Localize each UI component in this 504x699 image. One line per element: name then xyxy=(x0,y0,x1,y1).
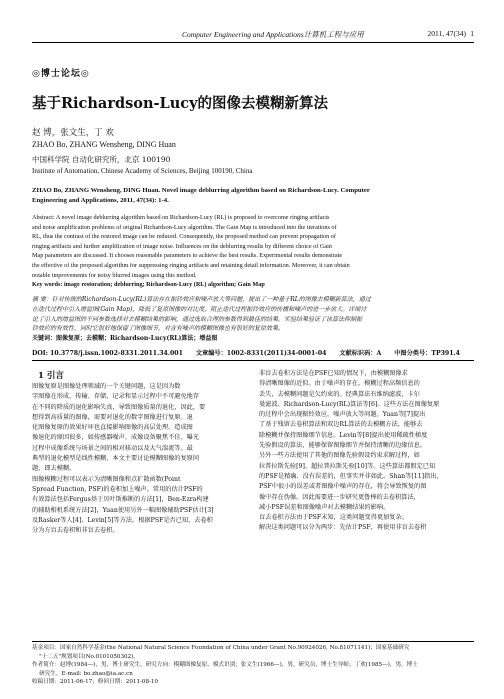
paragraph-line: 及Rasker等人[4]、Levin[5]等方法。根据PSF是否已知，去卷积 xyxy=(32,516,213,524)
paragraph-line: 化图像复原的效果好坏也直接影响图像的高层处理。造成图 xyxy=(32,424,193,432)
paragraph-line: 先验假设的算法，能够保留图像细节并保持清晰的边缘信息。 xyxy=(259,442,427,450)
paragraph-line: 典型的退化模型是线性模糊，本文主要讨论模糊图像的复原问 xyxy=(32,455,200,463)
paragraph-line: 题，即去模糊。 xyxy=(32,465,76,473)
abstract-line: the effective of the proposed algorithm for suppressing ringing artifacts and retaining detail information. Moreover, it can obtain xyxy=(32,261,350,269)
section-heading: 1 引言 xyxy=(38,371,64,381)
paragraph-line: 另外一些方法使用了其他的图像先验假设约束求解过程，如 xyxy=(259,452,420,460)
abstract-line: Map parameters are discussed. It chooses reasonable parameters to achieve the best results. Experimental results demonstrate xyxy=(32,252,343,260)
doi-line: DOI: 10.3778/j.issn.1002-8331.2011.34.001 文章编号：1002-8331(2011)34-0001-04 文献标识码：A 中图分类号：TP391.4 xyxy=(32,350,460,357)
journal-name: Computer Engineering and Applications计算机工程与应用 xyxy=(182,30,364,39)
paragraph-line: 过程中成像系统与场景之间的相对移动以及大气湍流等。最 xyxy=(32,444,193,452)
authors-cn: 赵 博，张文生，丁 欢 xyxy=(32,128,114,138)
issue-info: 2011, 47(34) xyxy=(427,29,466,38)
paragraph-line: 盲去卷积方法由于PSF未知，这类问题变得更加复杂。 xyxy=(259,514,408,522)
paragraph-line: 在不同的降质的退化影响失真，导致图像质量的退化，因此，要 xyxy=(32,403,206,411)
abstract-en xyxy=(32,213,474,290)
affiliation-cn: 中国科学院 自动化研究所，北京 100190 xyxy=(32,155,171,164)
paragraph-line: 想得到高质量的图像，需要对退化的数字图像进行复原。退 xyxy=(32,413,193,421)
abstract-line: RL, thus the contrast of the restored image can be reduced. Consequently, the proposed method can prevent propagation of xyxy=(32,233,336,241)
paragraph-line: 图像复原是图像处理领域的一个关键问题，这是因为数 xyxy=(32,383,181,390)
right-column xyxy=(259,369,474,534)
paragraph-line: 除模糊并保持图像细节信息。Levin等[8]提出使用稀疏性梯度 xyxy=(259,431,428,439)
paragraph-line: 减小PSF误差和图像噪声对去模糊结果的影响。 xyxy=(259,503,390,511)
abstract-line: notable improvements for noisy blurred images using this method. xyxy=(32,271,197,279)
paragraph-line: 得清晰图像的近似。由于噪声的存在，模糊过程高频信息的 xyxy=(259,380,420,388)
divider xyxy=(32,360,474,361)
running-header xyxy=(32,26,474,43)
left-column xyxy=(32,382,244,536)
footnote-line: 研究生。E-mail: bo.zhao@ia.ac.cn xyxy=(32,670,133,677)
paragraph-line: 曼滤波、Richardson-Lucy(RL)算法等[6]。这些方法在图像复原 xyxy=(259,400,440,408)
section-badge: ◎博士论坛◎ xyxy=(32,69,90,79)
paragraph-line: 解决这类问题可以分为两步：先估计PSF，再使用非盲去卷积 xyxy=(259,524,427,532)
abstract-cn-line: 摘 要：针对传统的Richardson-Lucy(RL)算法存在振铃效应和噪声放大等问题，提出了一种基于RL的图像去模糊新算法，通过 xyxy=(32,296,371,303)
paper-title: 基于Richardson-Lucy的图像去模糊新算法 xyxy=(32,95,328,112)
page-number: 1 xyxy=(470,29,474,38)
paragraph-line: 像中存在伪像。因此需要进一步研究更鲁棒的去卷积算法， xyxy=(259,493,420,501)
paragraph-line: Spread Function, PSF)的卷积加上噪声。常用的估计PSF的 xyxy=(32,485,203,493)
affiliation-en: Institute of Automation, Chinese Academy of Sciences, Beijing 100190, China xyxy=(32,167,253,175)
paragraph-line: 字图像在形成、传输、存储、记录和显示过程中不可避免地存 xyxy=(32,393,200,401)
abstract-line: ringing artifacts and further amplification of image noise. Influences on the deblurring results by different choice of Gain xyxy=(32,242,332,250)
abstract-line: Abstract: A novel image deblurring algorithm based on Richardson-Lucy (RL) is proposed to overcome ringing artifacts xyxy=(32,214,330,221)
paragraph-line: 拉普拉斯先验[9]、超拉普拉斯先验[10]等。这些算法都假定已知 xyxy=(259,462,436,470)
paragraph-line: 有效算法包括Fergus基于贝叶斯推断的方法[1]，Ben-Ezra构建 xyxy=(32,496,209,504)
paragraph-line: 的PSF是精确、没有误差的，但事实并非如此。Shan等[11]指出， xyxy=(259,472,443,480)
keywords-cn: 关键词：图像复原；去模糊；Richardson-Lucy(RL)算法；增益图 xyxy=(32,335,218,343)
authors-en: ZHAO Bo, ZHANG Wensheng, DING Huan xyxy=(32,140,176,149)
footnotes xyxy=(32,644,474,687)
paragraph-line: 了基于残留去卷积算法和双边RL算法的去模糊方法，能够去 xyxy=(259,421,423,429)
paragraph-line: 的辅助相机系统方法[2]，Yuan使用另外一幅图像辅助PSF估计[3] xyxy=(32,506,214,514)
abstract-cn-line: 铃效应的有效性，同时它很好地保留了图像细节，对含有噪声的模糊图像也有很好的复原效果。 xyxy=(32,325,285,333)
footnote-rule xyxy=(32,641,474,642)
citation xyxy=(32,186,474,206)
paragraph-line: PSF中很小的误差或者图像中噪声的存在，将会导致恢复的图 xyxy=(259,483,427,491)
footnote-line: 基金项目：国家自然科学基金(the National Natural Science Foundation of China under Grant No.90924026, No.81071141)；国家基础研究 xyxy=(32,645,410,651)
abstract-cn-line: 论了引入的增益图的不同参数选择对去模糊结果的影响，通过选取合理的参数得到最佳的结果。实验结果验证了该算法抑制振 xyxy=(32,315,363,323)
paragraph-line: 图像模糊过程可以表示为清晰图像和点扩散函数(Point xyxy=(32,475,181,483)
abstract-line: and noise amplification problems of original Richardson-Lucy algorithm. The Gain Map is introduced into the iterations of xyxy=(32,223,337,231)
paragraph-line: 丢失，去模糊问题是欠约束的。经典算法有维纳滤波、卡尔 xyxy=(259,390,420,398)
abstract-cn-line: 在迭代过程中引入增益图(Gain Map)，降低了复原图像的对比度，阻止迭代过程振铃效应的传播和噪声的进一步放大。详细讨 xyxy=(32,305,367,313)
paragraph-line: 非盲去卷积方法是在PSF已知的情况下，由模糊图像求 xyxy=(259,370,408,377)
keywords-en: Key words: image restoration; deblurring; Richardson-Lucy (RL) algorithm; Gain Map xyxy=(32,281,265,289)
citation-line: Engineering and Applications, 2011, 47(34): 1-4. xyxy=(32,197,169,204)
paragraph-line: 分为方盲去卷积和非盲去卷积。 xyxy=(32,527,119,535)
footnote-line: 收稿日期：2011-06-17；修回日期：2011-08-10 xyxy=(32,679,159,686)
paragraph-line: 像退化的原因很多，如传感器噪声、成像设备聚焦不佳、曝光 xyxy=(32,434,200,442)
abstract-cn xyxy=(32,295,474,344)
citation-line: ZHAO Bo, ZHANG Wensheng, DING Huan. Novel image deblurring algorithm based on Richardson-Lucy. Computer xyxy=(32,187,370,194)
footnote-line: 作者简介：赵博(1984—)，男，博士研究生，研究方向：模糊图像复原、模式识别；张文生(1966—)，男，研究员，博士生导师；丁欢(1985—)，男，博士 xyxy=(32,662,418,669)
paragraph-line: 的过程中会出现振铃效应，噪声放大等问题。Yuan等[7]提出 xyxy=(259,411,426,419)
footnote-line: "十二五"规划项目(No.0101050302)。 xyxy=(32,653,139,660)
